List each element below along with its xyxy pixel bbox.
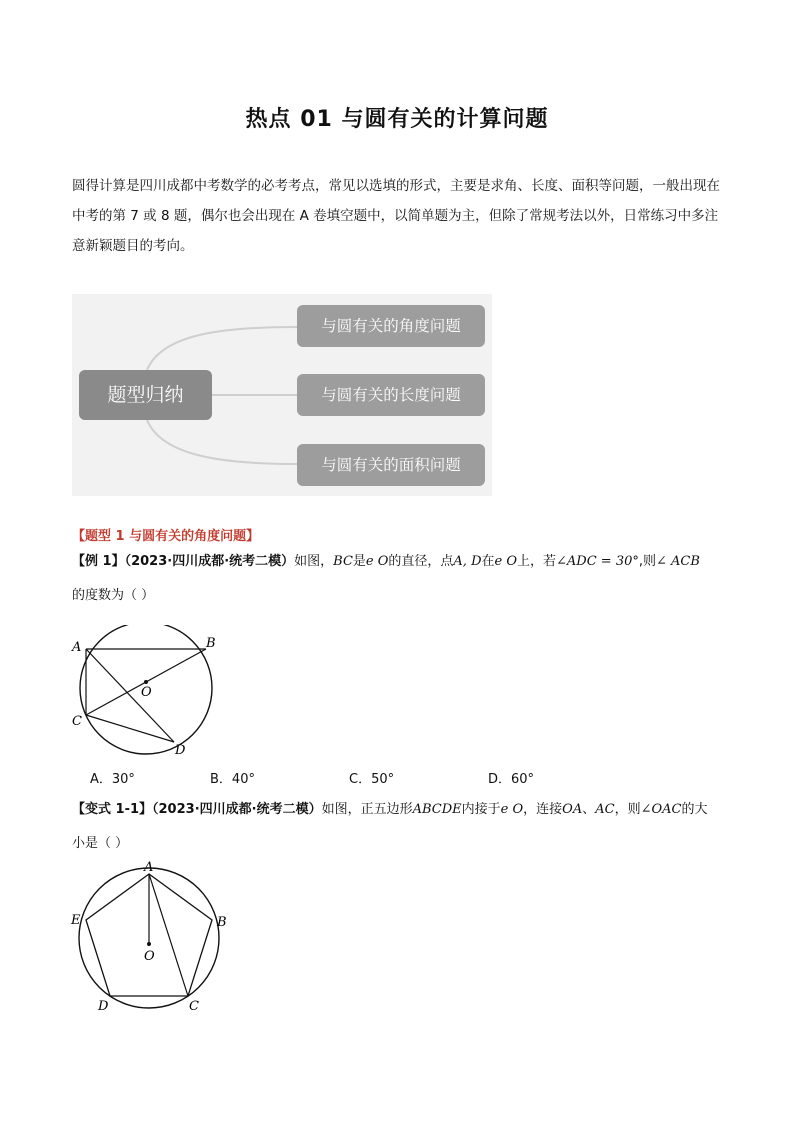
example1-text-f: ,则 xyxy=(638,554,657,569)
example1-option-d: D．60° xyxy=(488,772,535,787)
variant1-text-c: ，连接 xyxy=(523,802,563,817)
example1-figure xyxy=(66,625,226,765)
example1-text-c: 的直径，点 xyxy=(388,554,454,569)
example1-points: A, D xyxy=(453,554,482,569)
variant1-seg-ac: AC xyxy=(595,802,615,817)
connector-bottom xyxy=(147,420,297,464)
example1-angle-acb: ∠ ACB xyxy=(656,554,700,569)
segment-ac xyxy=(149,874,188,996)
example1-text-d: 在 xyxy=(481,554,495,569)
variant1-pentagon: ABCDE xyxy=(412,802,462,817)
label-e: E xyxy=(71,913,81,928)
example1-option-a: A．30° xyxy=(90,772,135,787)
variant1-circle-o: e O xyxy=(500,802,524,817)
page-title: 热点 01 与圆有关的计算问题 xyxy=(245,107,549,132)
connector-top xyxy=(147,327,297,370)
example1-text-e: 上，若 xyxy=(517,554,557,569)
variant1-source: （2023·四川成都·统考二模） xyxy=(152,802,322,817)
label-d: D xyxy=(175,743,186,758)
label-b: B xyxy=(206,636,216,651)
intro-paragraph: 圆得计算是四川成都中考数学的必考考点，常见以选填的形式，主要是求角、长度、面积等问题，一般出现在中考的第 7 或 8 题，偶尔也会出现在 A 卷填空题中，以简单题为主，但除了常规考法以外，日常练习中多注意新颖题目的考向。 xyxy=(72,178,720,254)
label-a: A xyxy=(144,860,154,875)
example1-circle-o: e O xyxy=(365,554,389,569)
example1-tag: 【例 1】 xyxy=(72,554,125,569)
center-point xyxy=(144,680,148,684)
example1-angle-adc: ∠ADC = 30° xyxy=(556,554,639,569)
mindmap-branch-area: 与圆有关的面积问题 xyxy=(297,444,485,486)
variant1-tag: 【变式 1-1】 xyxy=(72,802,153,817)
example1-option-c: C．50° xyxy=(349,772,395,787)
mindmap-root: 题型归纳 xyxy=(79,370,212,420)
variant1-text-a: 如图，正五边形 xyxy=(321,802,413,817)
label-a: A xyxy=(72,640,82,655)
example1-circle-o-2: e O xyxy=(494,554,517,569)
example1-source: （2023·四川成都·统考二模） xyxy=(124,554,295,569)
example1-option-b: B．40° xyxy=(210,772,255,787)
variant1-seg-oa: OA xyxy=(562,802,583,817)
label-c: C xyxy=(72,714,82,729)
example1-line2: 的度数为（ ） xyxy=(72,588,155,603)
label-b: B xyxy=(217,915,227,930)
label-d: D xyxy=(98,999,109,1014)
mindmap-branch-angle: 与圆有关的角度问题 xyxy=(297,305,485,347)
label-o: O xyxy=(144,949,155,964)
center-point xyxy=(147,942,151,946)
variant1-line2: 小是（ ） xyxy=(72,836,129,851)
mindmap-branch-length: 与圆有关的长度问题 xyxy=(297,374,485,416)
example1-bc: BC xyxy=(333,554,353,569)
variant1-text-e: 的大 xyxy=(681,802,708,817)
section-heading: 【题型 1 与圆有关的角度问题】 xyxy=(72,529,260,544)
example1-text-b: 是 xyxy=(352,554,366,569)
label-c: C xyxy=(189,999,199,1014)
variant1-text xyxy=(72,793,724,861)
label-o: O xyxy=(141,685,152,700)
variant1-text-d: ，则 xyxy=(614,802,641,817)
variant1-text-b: 内接于 xyxy=(461,802,501,817)
variant1-sep: 、 xyxy=(582,802,596,817)
example1-text xyxy=(72,545,724,613)
variant1-figure xyxy=(66,858,236,1018)
variant1-angle-oac: ∠OAC xyxy=(640,802,682,817)
mindmap xyxy=(72,294,492,496)
example1-text-a: 如图， xyxy=(294,554,334,569)
